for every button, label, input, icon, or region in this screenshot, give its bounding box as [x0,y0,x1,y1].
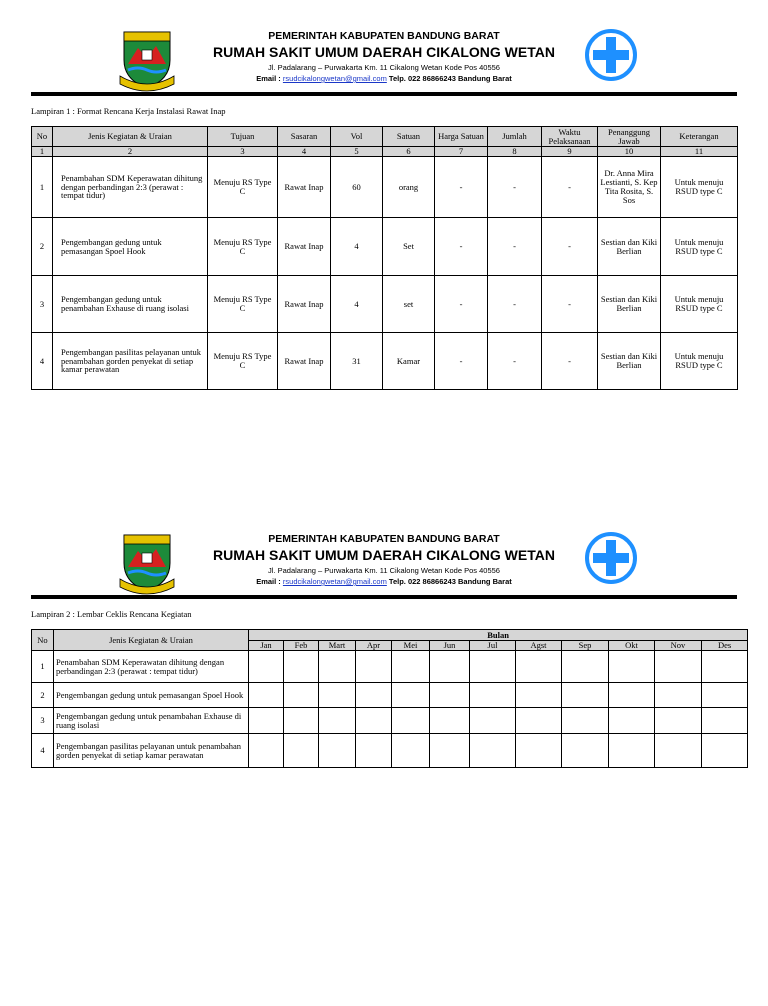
month-cell[interactable] [609,734,655,768]
hospital-contact [0,577,768,586]
month-header: Jun [430,641,470,651]
column-number: 6 [383,147,435,157]
month-cell[interactable] [702,651,748,683]
row-tujuan: Menuju RS Type C [208,218,278,276]
column-number-row [32,147,738,157]
header-keterangan: Keterangan [661,127,738,147]
row-vol: 31 [331,333,383,390]
month-header: Okt [609,641,655,651]
month-cell[interactable] [516,651,562,683]
month-header: Jul [470,641,516,651]
month-cell[interactable] [430,708,470,734]
row-kegiatan: Pengembangan gedung untuk penambahan Exhause di ruang isolasi [53,276,208,333]
month-cell[interactable] [655,683,702,708]
table-row [32,276,738,333]
header-no: No [32,630,54,651]
row-jumlah: - [488,157,542,218]
row-keterangan: Untuk menuju RSUD type C [661,333,738,390]
row-satuan: Set [383,218,435,276]
row-kegiatan: Pengembangan gedung untuk pemasangan Spoel Hook [54,683,249,708]
letterhead-rule-2 [31,595,737,599]
hospital-address: Jl. Padalarang – Purwakarta Km. 11 Cikalong Wetan Kode Pos 40556 [268,566,500,575]
row-vol: 4 [331,276,383,333]
column-number: 2 [53,147,208,157]
month-cell[interactable] [356,708,392,734]
letterhead-rule-1 [31,92,737,96]
row-sasaran: Rawat Inap [278,333,331,390]
month-cell[interactable] [284,708,319,734]
month-cell[interactable] [470,683,516,708]
row-vol: 60 [331,157,383,218]
section2-caption: Lampiran 2 : Lembar Ceklis Rencana Kegiatan [31,609,192,619]
month-cell[interactable] [319,683,356,708]
work-plan-table [31,126,738,390]
row-waktu: - [542,157,598,218]
column-number: 3 [208,147,278,157]
month-cell[interactable] [516,683,562,708]
row-satuan: orang [383,157,435,218]
column-number: 7 [435,147,488,157]
month-cell[interactable] [249,651,284,683]
month-cell[interactable] [356,734,392,768]
table-row [32,157,738,218]
column-number: 10 [598,147,661,157]
month-cell[interactable] [430,651,470,683]
month-cell[interactable] [702,683,748,708]
row-waktu: - [542,218,598,276]
row-keterangan: Untuk menuju RSUD type C [661,157,738,218]
header-jumlah: Jumlah [488,127,542,147]
month-header: Nov [655,641,702,651]
table-row [32,708,748,734]
header-pj: Penanggung Jawab [598,127,661,147]
hospital-address: Jl. Padalarang – Purwakarta Km. 11 Cikalong Wetan Kode Pos 40556 [268,63,500,72]
row-no: 1 [32,651,54,683]
hospital-name: RUMAH SAKIT UMUM DAERAH CIKALONG WETAN [213,547,555,563]
row-tujuan: Menuju RS Type C [208,276,278,333]
government-name: PEMERINTAH KABUPATEN BANDUNG BARAT [268,533,500,545]
column-number: 5 [331,147,383,157]
email-link[interactable]: rsudcikalongwetan@gmail.com [282,577,387,586]
month-cell[interactable] [562,734,609,768]
row-no: 3 [32,708,54,734]
month-header: Jan [249,641,284,651]
email-link[interactable]: rsudcikalongwetan@gmail.com [282,74,387,83]
month-cell[interactable] [562,683,609,708]
month-cell[interactable] [562,708,609,734]
header-kegiatan: Jenis Kegiatan & Uraian [54,630,249,651]
month-cell[interactable] [702,708,748,734]
month-header: Mart [319,641,356,651]
month-cell[interactable] [249,708,284,734]
month-cell[interactable] [249,683,284,708]
row-sasaran: Rawat Inap [278,218,331,276]
row-kegiatan: Pengembangan gedung untuk pemasangan Spoel Hook [53,218,208,276]
header-bulan: Bulan [249,630,748,641]
month-cell[interactable] [319,708,356,734]
month-cell[interactable] [655,734,702,768]
row-waktu: - [542,333,598,390]
month-cell[interactable] [284,651,319,683]
month-header: Agst [516,641,562,651]
hospital-cross-logo [584,531,638,585]
hospital-contact [0,74,768,83]
phone-text: Telp. 022 86866243 Bandung Barat [388,74,512,83]
month-cell[interactable] [319,651,356,683]
header-vol: Vol [331,127,383,147]
header-tujuan: Tujuan [208,127,278,147]
month-cell[interactable] [609,683,655,708]
table-row [32,651,748,683]
row-sasaran: Rawat Inap [278,157,331,218]
header-harga: Harga Satuan [435,127,488,147]
header-no: No [32,127,53,147]
row-kegiatan: Penambahan SDM Keperawatan dihitung dengan perbandingan 2:3 (perawat : tempat tidur) [54,651,249,683]
email-label: Email : [256,74,281,83]
month-cell[interactable] [562,651,609,683]
table-row [32,734,748,768]
table-row [32,683,748,708]
month-cell[interactable] [392,651,430,683]
row-no: 4 [32,333,53,390]
month-cell[interactable] [609,708,655,734]
row-satuan: Kamar [383,333,435,390]
column-number: 8 [488,147,542,157]
row-jumlah: - [488,333,542,390]
government-name: PEMERINTAH KABUPATEN BANDUNG BARAT [268,30,500,42]
row-waktu: - [542,276,598,333]
month-cell[interactable] [284,683,319,708]
phone-text: Telp. 022 86866243 Bandung Barat [388,577,512,586]
column-number: 11 [661,147,738,157]
month-cell[interactable] [470,708,516,734]
month-cell[interactable] [609,651,655,683]
row-jumlah: - [488,276,542,333]
month-header: Feb [284,641,319,651]
month-cell[interactable] [430,734,470,768]
month-header: Mei [392,641,430,651]
row-jumlah: - [488,218,542,276]
row-vol: 4 [331,218,383,276]
month-cell[interactable] [516,734,562,768]
hospital-name: RUMAH SAKIT UMUM DAERAH CIKALONG WETAN [213,44,555,60]
month-cell[interactable] [319,734,356,768]
month-header: Des [702,641,748,651]
row-penanggung-jawab: Sestian dan Kiki Berlian [598,276,661,333]
column-number: 4 [278,147,331,157]
row-penanggung-jawab: Sestian dan Kiki Berlian [598,333,661,390]
month-cell[interactable] [655,651,702,683]
email-label: Email : [256,577,281,586]
month-cell[interactable] [392,683,430,708]
row-penanggung-jawab: Dr. Anna Mira Lestianti, S. Kep Tita Rosita, S. Sos [598,157,661,218]
row-kegiatan: Pengembangan pasilitas pelayanan untuk penambahan gorden penyekat di setiap kamar perawatan [54,734,249,768]
month-cell[interactable] [249,734,284,768]
month-cell[interactable] [470,734,516,768]
column-number: 1 [32,147,53,157]
month-header: Apr [356,641,392,651]
table-row [32,218,738,276]
month-cell[interactable] [516,708,562,734]
row-harga: - [435,218,488,276]
row-harga: - [435,157,488,218]
header-satuan: Satuan [383,127,435,147]
month-header: Sep [562,641,609,651]
row-penanggung-jawab: Sestian dan Kiki Berlian [598,218,661,276]
row-kegiatan: Penambahan SDM Keperawatan dihitung dengan perbandingan 2:3 (perawat : tempat tidur) [53,157,208,218]
month-cell[interactable] [702,734,748,768]
row-tujuan: Menuju RS Type C [208,333,278,390]
hospital-cross-logo [584,28,638,82]
row-sasaran: Rawat Inap [278,276,331,333]
row-satuan: set [383,276,435,333]
row-kegiatan: Pengembangan pasilitas pelayanan untuk penambahan gorden penyekat di setiap kamar perawatan [53,333,208,390]
row-tujuan: Menuju RS Type C [208,157,278,218]
checklist-table [31,629,748,768]
month-cell[interactable] [430,683,470,708]
month-cell[interactable] [392,708,430,734]
month-cell[interactable] [284,734,319,768]
row-no: 4 [32,734,54,768]
month-cell[interactable] [356,651,392,683]
month-cell[interactable] [392,734,430,768]
section1-caption: Lampiran 1 : Format Rencana Kerja Instalasi Rawat Inap [31,106,226,116]
header-kegiatan: Jenis Kegiatan & Uraian [53,127,208,147]
row-no: 2 [32,683,54,708]
month-cell[interactable] [470,651,516,683]
month-cell[interactable] [655,708,702,734]
month-cell[interactable] [356,683,392,708]
row-keterangan: Untuk menuju RSUD type C [661,276,738,333]
row-no: 3 [32,276,53,333]
column-number: 9 [542,147,598,157]
row-no: 2 [32,218,53,276]
row-harga: - [435,276,488,333]
row-kegiatan: Pengembangan gedung untuk penambahan Exhause di ruang isolasi [54,708,249,734]
row-harga: - [435,333,488,390]
row-keterangan: Untuk menuju RSUD type C [661,218,738,276]
row-no: 1 [32,157,53,218]
header-waktu: Waktu Pelaksanaan [542,127,598,147]
table-row [32,333,738,390]
header-sasaran: Sasaran [278,127,331,147]
